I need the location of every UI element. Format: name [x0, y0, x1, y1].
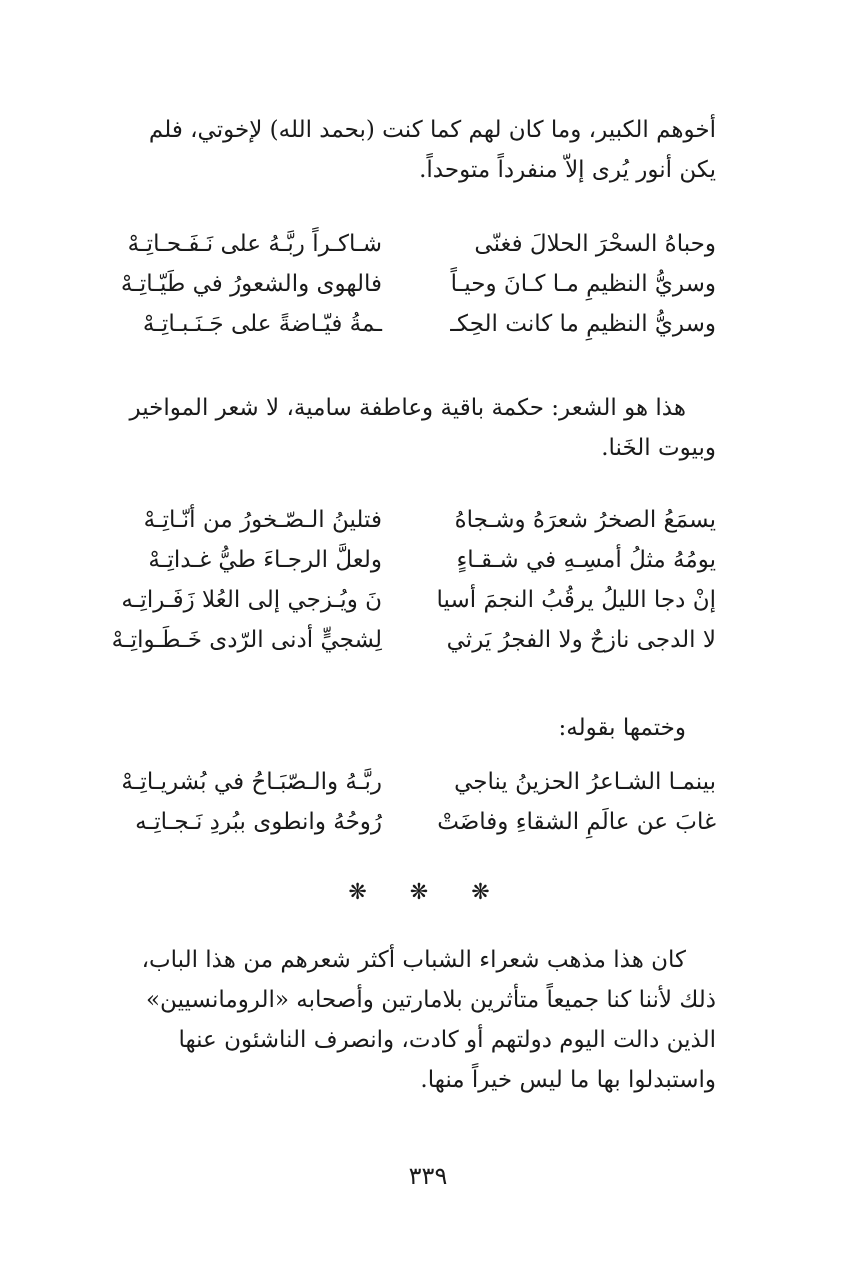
verse-line: [112, 264, 716, 304]
second-hemistich: ولعلَّ الرجـاءَ طيُّ غـداتِـهْ: [148, 547, 382, 573]
text-line: يكن أنور يُرى إلاّ منفرداً متوحداً.: [419, 157, 716, 183]
paragraph: [112, 708, 716, 748]
second-hemistich: نَ ويُـزجي إلى العُلا زَفَـراتِـه: [121, 587, 382, 613]
verse-line: [112, 304, 716, 344]
poem-stanza: [112, 500, 716, 660]
text-line: ذلك لأننا كنا جميعاً متأثرين بلامارتين وأصحابه «الرومانسيين»: [145, 987, 716, 1013]
verse-line: [112, 802, 716, 842]
text-line: وبيوت الخَنا.: [601, 435, 716, 461]
second-hemistich: ـمةُ فيّـاضةً على جَـنَـبـاتِـهْ: [142, 311, 382, 337]
text-line: الذين دالت اليوم دولتهم أو كادت، وانصرف الناشئون عنها: [178, 1027, 716, 1053]
first-hemistich: إنْ دجا الليلُ يرقُبُ النجمَ أسيا: [436, 587, 716, 613]
first-hemistich: بينمـا الشـاعرُ الحزينُ يناجي: [454, 769, 716, 795]
first-hemistich: يومُهُ مثلُ أمسِـهِ في شـقـاءٍ: [456, 547, 716, 573]
paragraph: [112, 110, 716, 190]
first-hemistich: غابَ عن عالَمِ الشقاءِ وفاضَتْ: [437, 809, 716, 835]
text-line: كان هذا مذهب شعراء الشباب أكثر شعرهم من هذا الباب،: [141, 947, 686, 973]
verse-line: [112, 580, 716, 620]
second-hemistich: لِشجيٍّ أدنى الرّدى خَـطَـواتِـهْ: [111, 627, 382, 653]
verse-line: [112, 500, 716, 540]
text-line: واستبدلوا بها ما ليس خيراً منها.: [420, 1067, 716, 1093]
paragraph: [112, 388, 716, 468]
first-hemistich: يسمَعُ الصخرُ شعرَهُ وشـجاهُ: [454, 507, 716, 533]
second-hemistich: رُوحُهُ وانطوى ببُردِ نَـجـاتِـه: [135, 809, 382, 835]
first-hemistich: وحباهُ السحْرَ الحلالَ فغنّى: [474, 231, 716, 257]
verse-line: [112, 620, 716, 660]
paragraph: [112, 940, 716, 1100]
second-hemistich: فالهوى والشعورُ في طَيّـاتِـهْ: [120, 271, 382, 297]
text-line: هذا هو الشعر: حكمة باقية وعاطفة سامية، لا شعر المواخير: [129, 395, 686, 421]
first-hemistich: وسريُّ النظيمِ مـا كـانَ وحيـاً: [450, 271, 716, 297]
verse-line: [112, 540, 716, 580]
verse-line: [112, 224, 716, 264]
text-line: أخوهم الكبير، وما كان لهم كما كنت (بحمد الله) لإخوتي، فلم: [148, 117, 716, 143]
page-number: ٣٣٩: [408, 1162, 448, 1190]
text-line: وختمها بقوله:: [558, 715, 686, 741]
first-hemistich: وسريُّ النظيمِ ما كانت الحِكـ: [450, 311, 716, 337]
first-hemistich: لا الدجى نازحٌ ولا الفجرُ يَرثي: [446, 627, 716, 653]
second-hemistich: شـاكـراً ربَّـهُ على نَـفَـحـاتِـهْ: [127, 231, 382, 257]
verse-line: [112, 762, 716, 802]
section-separator: ❋ ❋ ❋: [348, 880, 508, 905]
poem-stanza: [112, 224, 716, 344]
poem-stanza: [112, 762, 716, 842]
second-hemistich: ربَّـهُ والـصّبَـاحُ في بُشريـاتِـهْ: [121, 769, 382, 795]
second-hemistich: فتلينُ الـصّـخورُ من أنّـاتِـهْ: [143, 507, 382, 533]
